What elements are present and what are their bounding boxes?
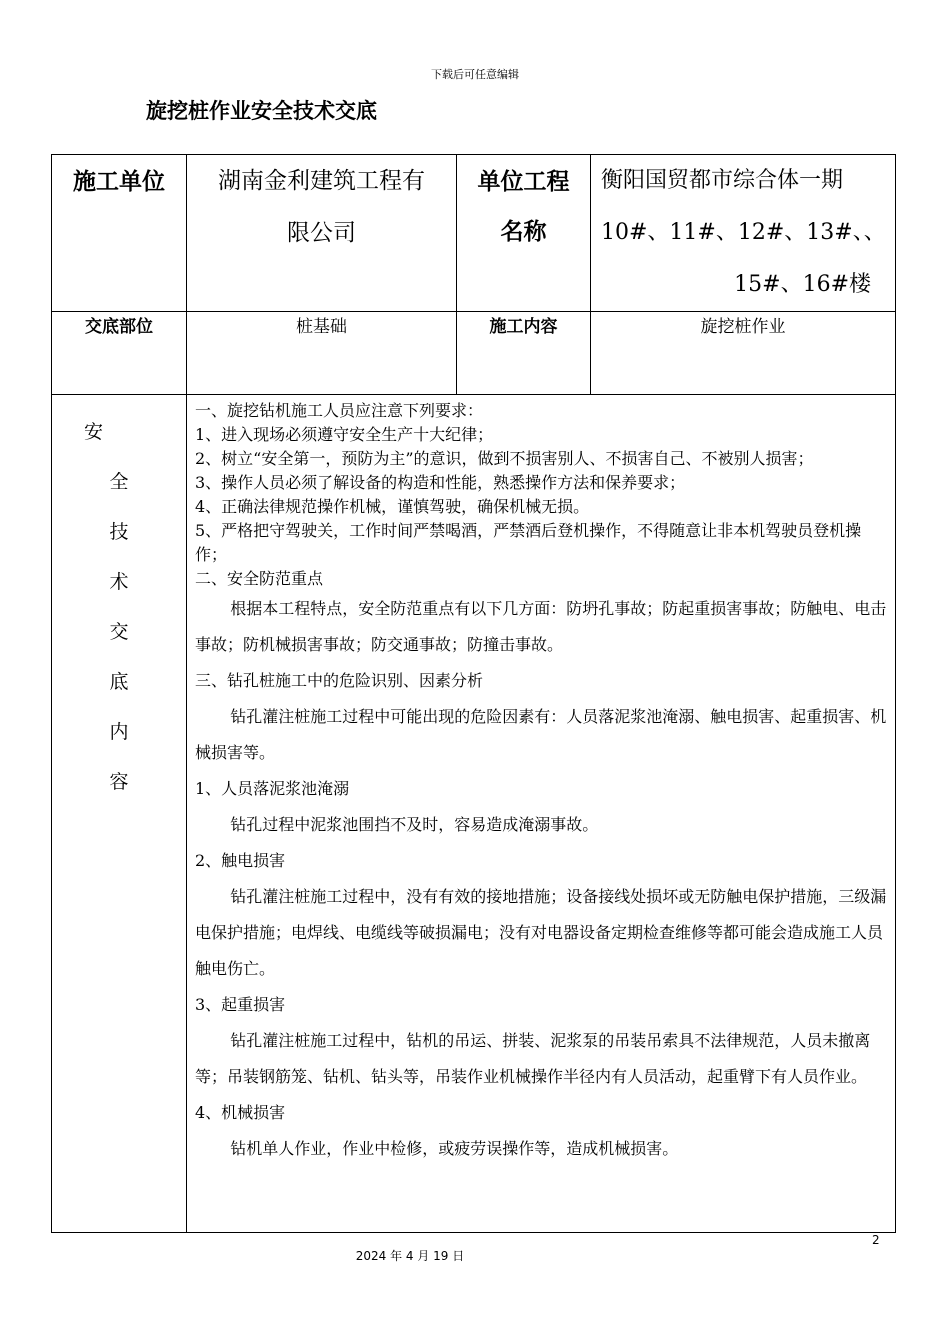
content-value: 旋挖桩作业: [591, 312, 896, 395]
table-row: [52, 155, 896, 312]
content-line: 钻孔灌注桩施工过程中，钻机的吊运、拼装、泥浆泵的吊装吊索具不法律规范，人员未撤离等；吊装钢筋笼、钻机、钻头等，吊装作业机械操作半径内有人员活动，起重臂下有人员作业。: [195, 1031, 871, 1086]
unit-value-cell: [187, 155, 457, 312]
section-label-char: 容: [109, 771, 129, 793]
section-label-cell: [52, 395, 187, 1233]
section-label-char: 底: [109, 671, 129, 693]
content-line: 二、安全防范重点: [195, 569, 324, 588]
footer-date: 2024 年 4 月 19 日: [355, 1249, 465, 1263]
unit-value-line: 限公司: [287, 220, 356, 246]
content-label: 施工内容: [457, 312, 591, 395]
section-label-vertical: [52, 395, 186, 817]
document-title: 旋挖桩作业安全技术交底: [146, 99, 377, 123]
safety-content-cell: [187, 395, 896, 1233]
page-number: 2: [872, 1233, 880, 1247]
content-line: 根据本工程特点，安全防范重点有以下几方面：防坍孔事故；防起重损害事故；防触电、电击事故；防机械损害事故；防交通事故；防撞击事故。: [195, 599, 887, 654]
content-line: 钻孔过程中泥浆池围挡不及时，容易造成淹溺事故。: [230, 815, 599, 834]
content-line: 4、机械损害: [195, 1103, 286, 1122]
section-label-char: 全: [109, 471, 129, 493]
project-label-cell: [457, 155, 591, 312]
table-row: [52, 312, 896, 395]
content-line: 2、触电损害: [195, 851, 286, 870]
part-value: 桩基础: [187, 312, 457, 395]
content-line: 5、严格把守驾驶关，工作时间严禁喝酒，严禁酒后登机操作，不得随意让非本机驾驶员登机操作；: [195, 521, 862, 564]
section-label-char: 交: [109, 621, 129, 643]
content-line: 一、旋挖钻机施工人员应注意下列要求：: [195, 401, 484, 420]
content-line: 3、操作人员必须了解设备的构造和性能，熟悉操作方法和保养要求；: [195, 473, 686, 492]
disclosure-table: [51, 154, 896, 1233]
unit-value: [187, 155, 456, 259]
content-line: 3、起重损害: [195, 995, 286, 1014]
content-line: 1、进入现场必须遵守安全生产十大纪律；: [195, 425, 494, 444]
section-label-char: 安: [84, 421, 104, 443]
project-value-line: 衡阳国贸都市综合体一期: [601, 168, 844, 193]
section-label-char: 术: [109, 571, 129, 593]
header-note: 下载后可任意编辑: [431, 68, 519, 81]
content-line: 4、正确法律规范操作机械，谨慎驾驶，确保机械无损。: [195, 497, 590, 516]
content-line: 2、树立“安全第一，预防为主”的意识，做到不损害别人、不损害自己、不被别人损害；: [195, 449, 814, 468]
part-label: 交底部位: [52, 312, 187, 395]
project-label-line: 名称: [500, 219, 547, 245]
content-line: 三、钻孔桩施工中的危险识别、因素分析: [195, 671, 484, 690]
project-value-line: 10#、11#、12#、13#、、: [601, 220, 886, 245]
project-label-line: 单位工程: [477, 169, 570, 195]
content-line: 1、人员落泥浆池淹溺: [195, 779, 350, 798]
content-line: 钻孔灌注桩施工过程中可能出现的危险因素有：人员落泥浆池淹溺、触电损害、起重损害、机械损害等。: [195, 707, 887, 762]
safety-content: [187, 395, 895, 1167]
project-value: [591, 155, 895, 311]
unit-label: 施工单位: [73, 169, 165, 195]
project-label: [457, 155, 590, 257]
content-line: 钻孔灌注桩施工过程中，没有有效的接地措施；设备接线处损坏或无防触电保护措施，三级漏电保护措施；电焊线、电缆线等破损漏电；没有对电器设备定期检查维修等都可能会造成施工人员触电伤亡。: [195, 887, 887, 978]
content-line: 钻机单人作业，作业中检修，或疲劳误操作等，造成机械损害。: [230, 1139, 679, 1158]
table-row: [52, 395, 896, 1233]
project-value-cell: [591, 155, 896, 312]
project-value-line: 15#、16#楼: [734, 272, 871, 297]
unit-value-line: 湖南金利建筑工程有: [218, 168, 425, 194]
section-label-char: 内: [109, 721, 129, 743]
unit-label-cell: [52, 155, 187, 312]
section-label-char: 技: [109, 521, 129, 543]
